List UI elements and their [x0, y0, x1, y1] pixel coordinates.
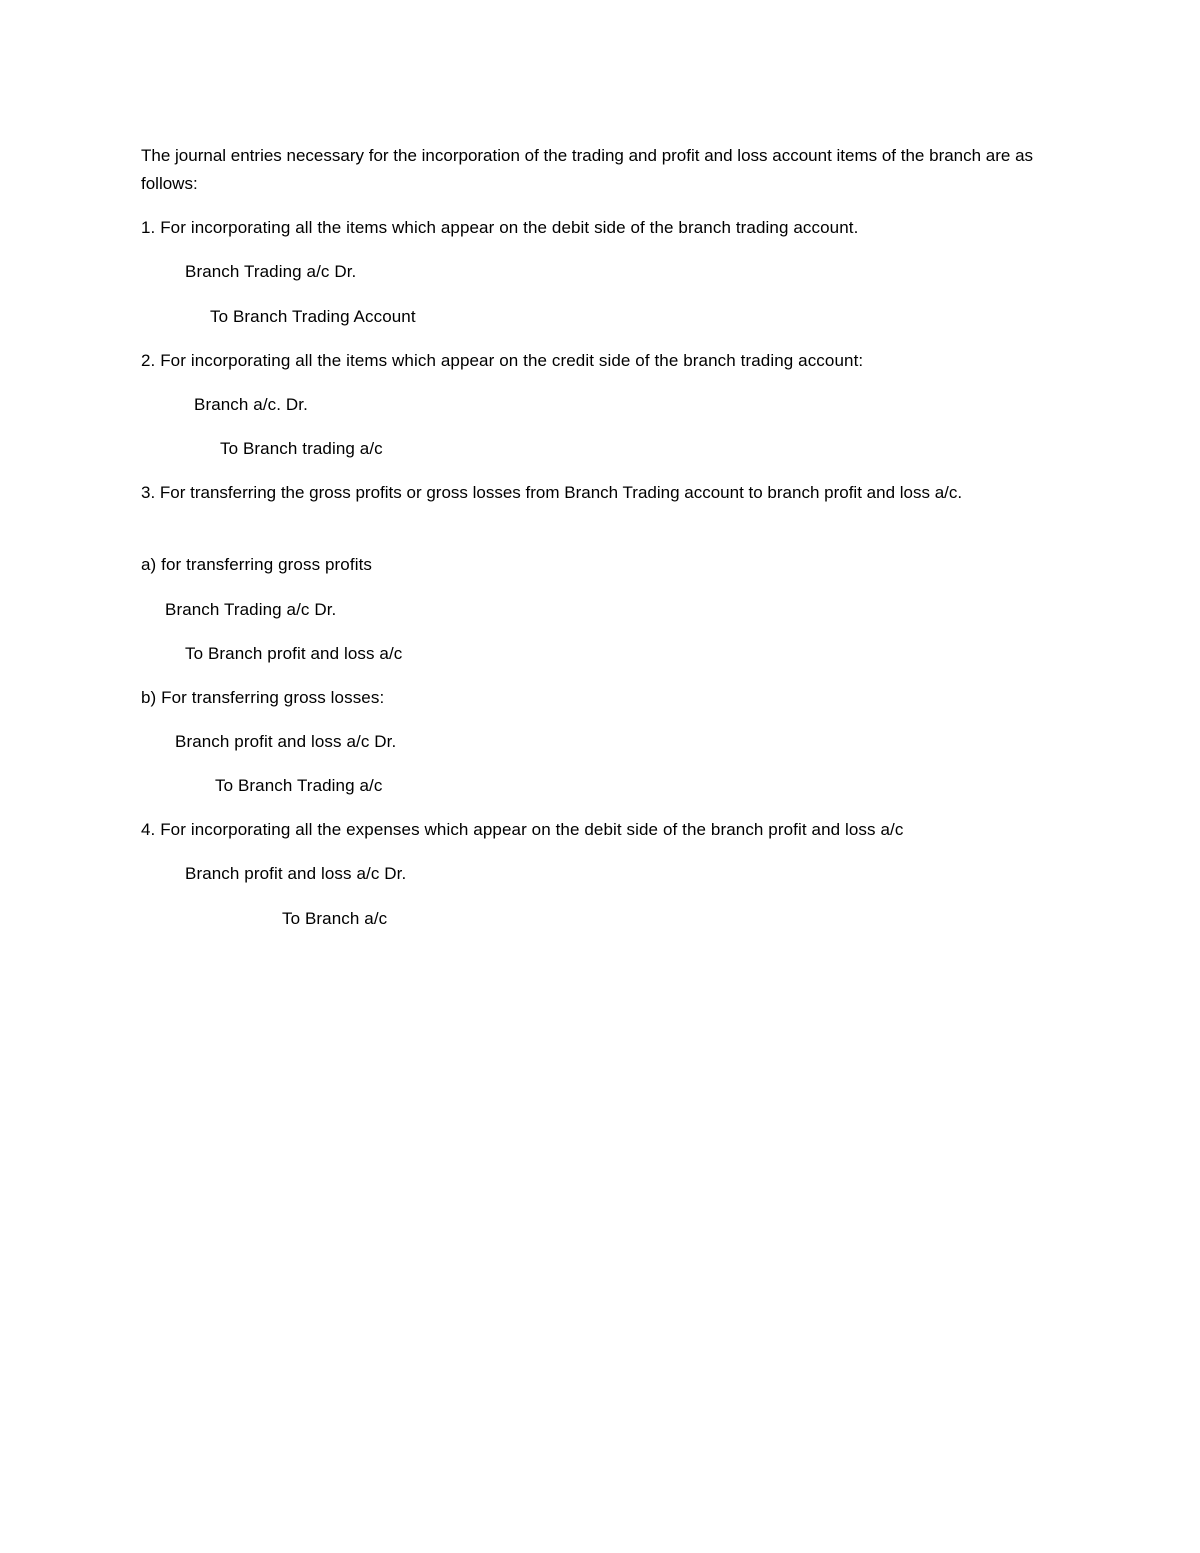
item-4-heading: 4. For incorporating all the expenses which appear on the debit side of the branch profit and loss a/c: [141, 820, 904, 839]
item-3b-credit-entry: To Branch Trading a/c: [215, 776, 383, 795]
item-3a-heading: a) for transferring gross profits: [141, 555, 372, 574]
item-3-heading: 3. For transferring the gross profits or gross losses from Branch Trading account to branch profit and loss a/c.: [141, 483, 963, 502]
item-2-heading: 2. For incorporating all the items which appear on the credit side of the branch trading account:: [141, 351, 864, 370]
item-4-credit-entry: To Branch a/c: [282, 909, 388, 928]
item-3b-heading: b) For transferring gross losses:: [141, 688, 385, 707]
item-2-debit-entry: Branch a/c. Dr.: [194, 395, 308, 414]
item-4-debit-entry: Branch profit and loss a/c Dr.: [185, 864, 407, 883]
intro-paragraph: The journal entries necessary for the incorporation of the trading and profit and loss account items of the branch are as follows:: [141, 146, 1034, 193]
item-3a-credit-entry: To Branch profit and loss a/c: [185, 644, 403, 663]
item-1-credit-entry: To Branch Trading Account: [210, 307, 416, 326]
item-3b-debit-entry: Branch profit and loss a/c Dr.: [175, 732, 397, 751]
item-1-debit-entry: Branch Trading a/c Dr.: [185, 262, 357, 281]
item-2-credit-entry: To Branch trading a/c: [220, 439, 383, 458]
item-3a-debit-entry: Branch Trading a/c Dr.: [165, 600, 337, 619]
item-1-heading: 1. For incorporating all the items which appear on the debit side of the branch trading account.: [141, 218, 859, 237]
